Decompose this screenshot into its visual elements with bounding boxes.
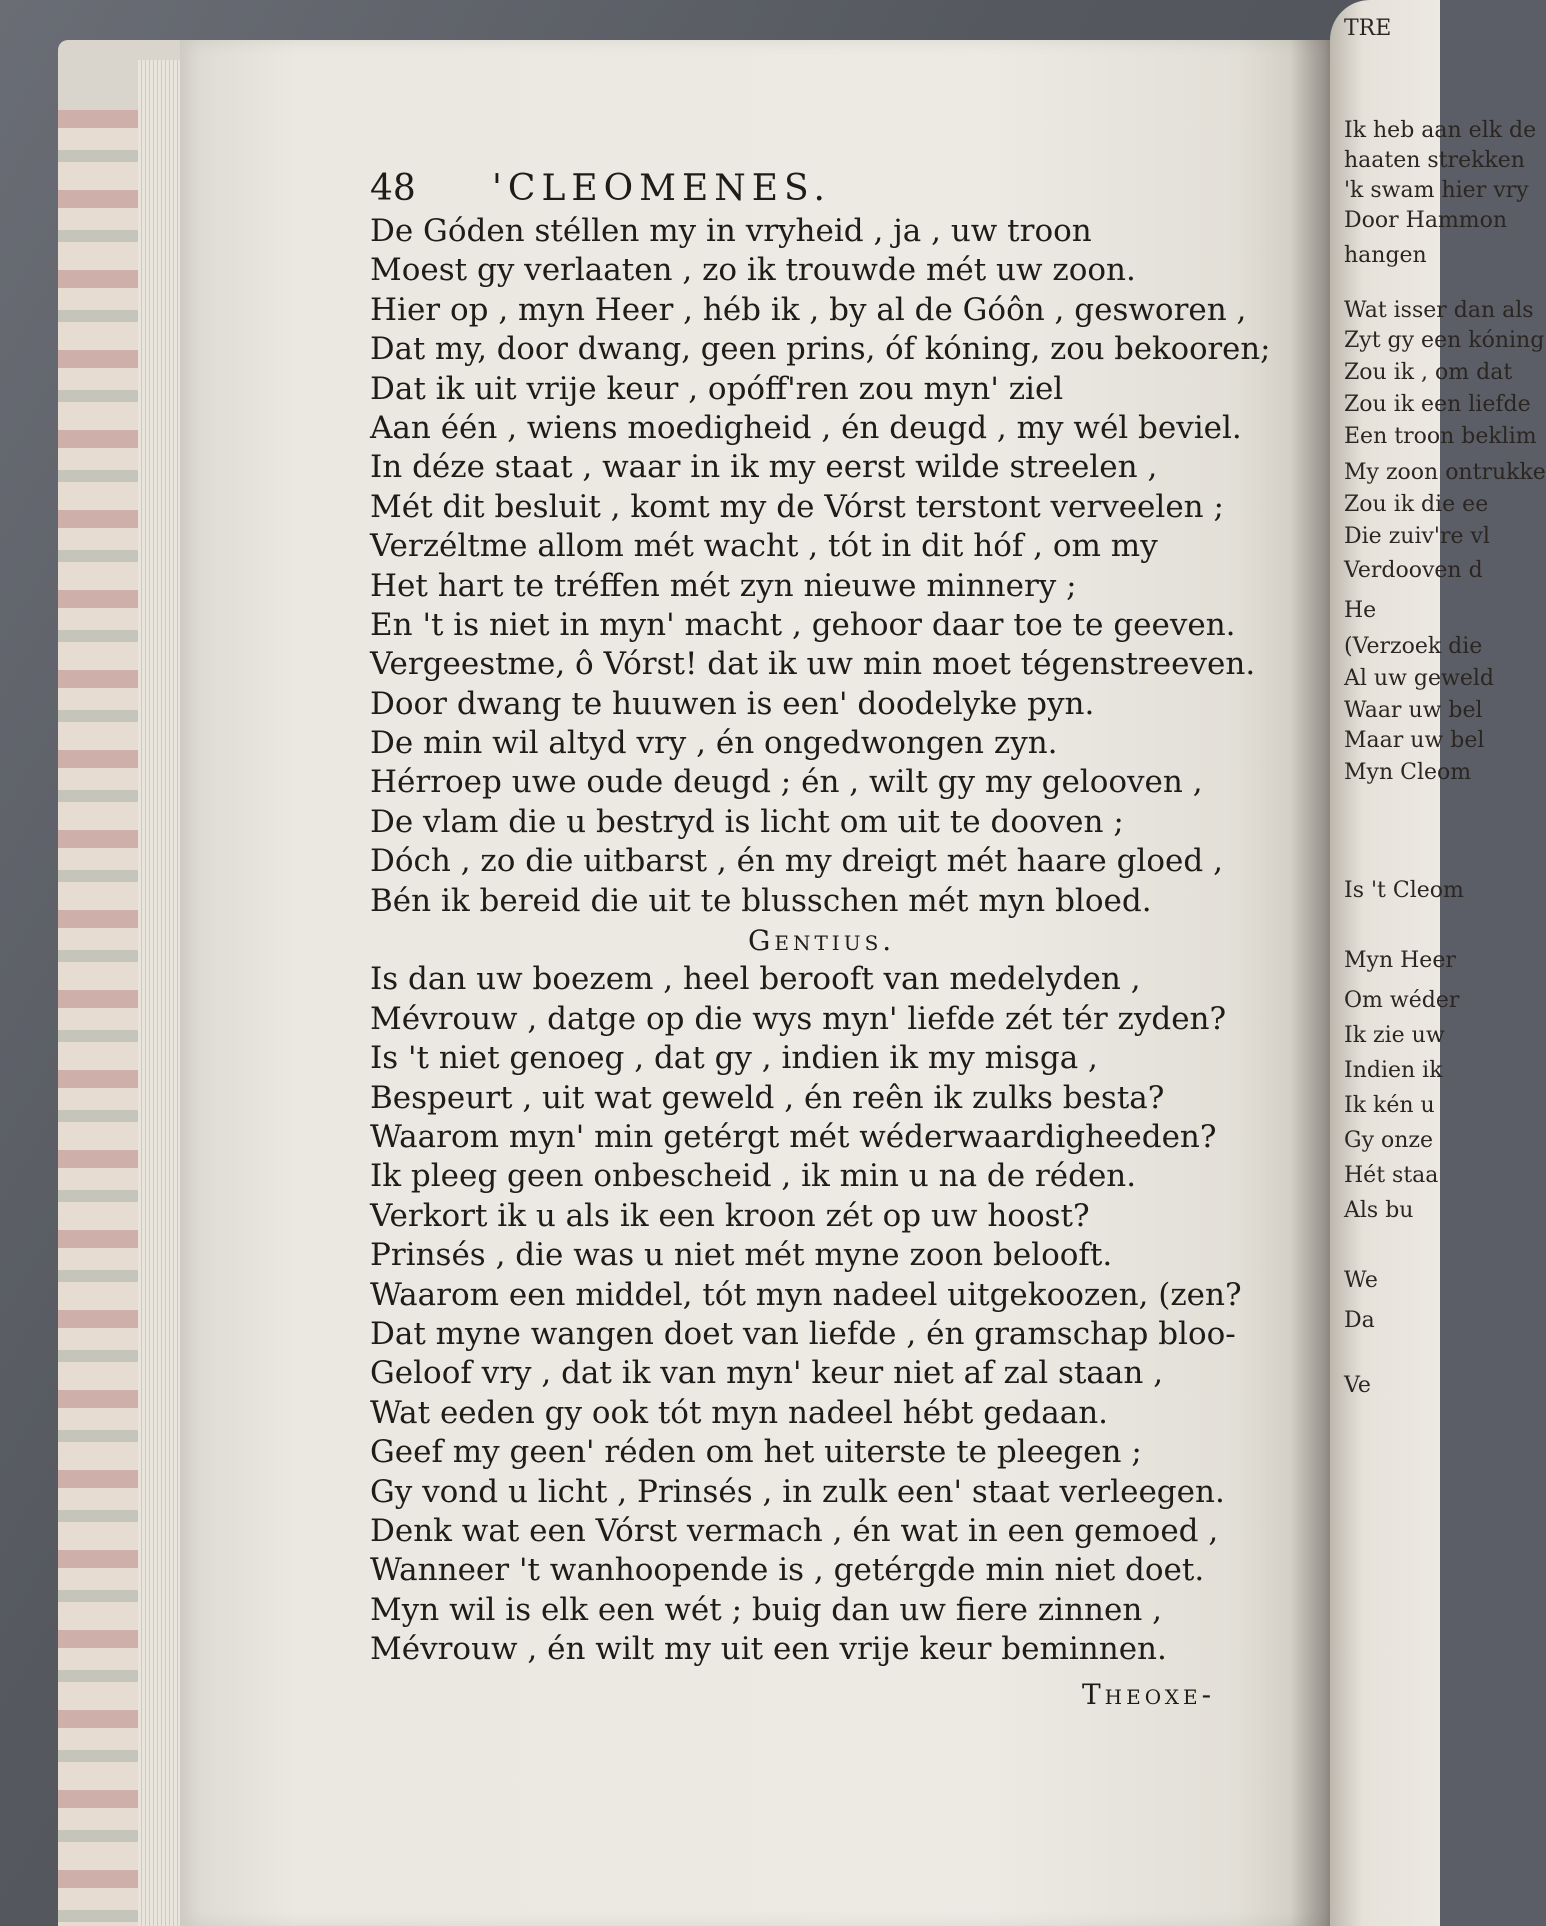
verse-block-1 xyxy=(370,212,1270,921)
speaker-heading: Gentius. xyxy=(748,924,896,958)
page-header xyxy=(370,168,1270,212)
verse-line: Bespeurt , uit wat geweld , én reên ik zulks besta? xyxy=(370,1079,1165,1116)
verse-line: Gy vond u licht , Prinsés , in zulk een' staat verleegen. xyxy=(370,1473,1225,1510)
facing-page-line: Waar uw bel xyxy=(1344,698,1483,723)
verse-line: Door dwang te huuwen is een' doodelyke pyn. xyxy=(370,685,1095,722)
facing-page-line: Maar uw bel xyxy=(1344,728,1485,753)
facing-page-line: Da xyxy=(1344,1308,1375,1333)
facing-page-line: Verdooven d xyxy=(1344,558,1483,583)
book-spine-edge xyxy=(58,110,140,1926)
facing-page-line: Wat isser dan als xyxy=(1344,298,1534,323)
verse-line: De Góden stéllen my in vryheid , ja , uw troon xyxy=(370,213,1092,249)
facing-page-line: He xyxy=(1344,598,1377,623)
verse-line: Wat eeden gy ook tót myn nadeel hébt gedaan. xyxy=(370,1394,1109,1431)
catchword: Theoxe- xyxy=(1082,1678,1216,1712)
verse-line: Mévrouw , én wilt my uit een vrije keur beminnen. xyxy=(370,1631,1167,1668)
page-text xyxy=(370,168,1270,1715)
verse-line: Geloof vry , dat ik van myn' keur niet af zal staan , xyxy=(370,1355,1164,1392)
verse-line: Mét dit besluit , komt my de Vórst terstont verveelen ; xyxy=(370,488,1224,525)
facing-page-line: TRE xyxy=(1344,16,1392,41)
verse-line: Is dan uw boezem , heel berooft van medelyden , xyxy=(370,961,1141,998)
verse-line: Ik pleeg geen onbescheid , ik min u na de réden. xyxy=(370,1158,1137,1195)
facing-page-line: 'k swam hier vry xyxy=(1344,178,1529,203)
facing-page-line: Zyt gy een kóning xyxy=(1344,328,1545,353)
verse-line: Het hart te tréffen mét zyn nieuwe minnery ; xyxy=(370,567,1077,604)
verse-block-2 xyxy=(370,960,1270,1669)
facing-page-line: My zoon ontrukke xyxy=(1344,460,1546,485)
verse-line: Dat ik uit vrije keur , opóff'ren zou myn' ziel xyxy=(370,370,1064,407)
facing-page-line: Ve xyxy=(1344,1373,1371,1398)
verse-line: Mévrouw , datge op die wys myn' liefde zét tér zyden? xyxy=(370,1000,1227,1037)
verse-line: Verzéltme allom mét wacht , tót in dit hóf , om my xyxy=(370,528,1158,565)
verse-line: Hier op , myn Heer , héb ik , by al de Góôn , gesworen , xyxy=(370,291,1247,328)
facing-page-line: Zou ik , om dat xyxy=(1344,360,1513,385)
verse-line: Denk wat een Vórst vermach , én wat in een gemoed , xyxy=(370,1512,1219,1549)
facing-page-line: Zou ik die ee xyxy=(1344,492,1489,517)
verse-line: Wanneer 't wanhoopende is , getérgde min niet doet. xyxy=(370,1552,1205,1589)
verse-line: Bén ik bereid die uit te blusschen mét myn bloed. xyxy=(370,882,1152,919)
verse-line: Waarom een middel, tót myn nadeel uitgekoozen, (zen? xyxy=(370,1276,1242,1313)
facing-page-line: Myn Heer xyxy=(1344,948,1456,973)
verse-line: Verkort ik u als ik een kroon zét op uw hoost? xyxy=(370,1197,1090,1234)
facing-page-line: Gy onze xyxy=(1344,1128,1434,1153)
verse-line: Moest gy verlaaten , zo ik trouwde mét uw zoon. xyxy=(370,252,1136,289)
verse-line: Hérroep uwe oude deugd ; én , wilt gy my gelooven , xyxy=(370,764,1203,801)
facing-page-line: Myn Cleom xyxy=(1344,760,1472,785)
facing-page-line: Die zuiv're vl xyxy=(1344,524,1490,549)
facing-page-line: Ik kén u xyxy=(1344,1093,1435,1118)
facing-page-line: Als bu xyxy=(1344,1198,1414,1223)
facing-page-line: Een troon beklim xyxy=(1344,424,1537,449)
verse-line: Geef my geen' réden om het uiterste te pleegen ; xyxy=(370,1434,1142,1471)
verse-line: De min wil altyd vry , én ongedwongen zyn. xyxy=(370,725,1058,762)
running-title: 'CLEOMENES. xyxy=(492,168,831,209)
facing-page-line: Om wéder xyxy=(1344,988,1460,1013)
facing-page-line: haaten strekken xyxy=(1344,148,1525,173)
verse-line: Vergeestme, ô Vórst! dat ik uw min moet tégenstreeven. xyxy=(370,646,1256,683)
verse-line: Prinsés , die was u niet mét myne zoon belooft. xyxy=(370,1237,1113,1274)
facing-page-line: Hét staa xyxy=(1344,1163,1439,1188)
verse-line: Waarom myn' min getérgt mét wéderwaardigheeden? xyxy=(370,1118,1217,1155)
facing-page-line: We xyxy=(1344,1268,1378,1293)
verse-line: En 't is niet in myn' macht , gehoor daar toe te geeven. xyxy=(370,606,1236,643)
verse-line: Dóch , zo die uitbarst , én my dreigt mét haare gloed , xyxy=(370,843,1223,880)
facing-page-line: Indien ik xyxy=(1344,1058,1443,1083)
verse-line: Aan één , wiens moedigheid , én deugd , my wél beviel. xyxy=(370,409,1242,446)
facing-page-line: Zou ik een liefde xyxy=(1344,392,1531,417)
verse-line: Dat myne wangen doet van liefde , én gramschap bloo- xyxy=(370,1315,1236,1352)
facing-page-line: Ik zie uw xyxy=(1344,1023,1445,1048)
verse-line: Is 't niet genoeg , dat gy , indien ik my misga , xyxy=(370,1040,1098,1077)
facing-page xyxy=(1330,0,1546,1926)
facing-page-line: Is 't Cleom xyxy=(1344,878,1464,903)
facing-page-line: (Verzoek die xyxy=(1344,634,1483,659)
facing-page-line: Ik heb aan elk de xyxy=(1344,118,1537,143)
facing-page-line: Door Hammon xyxy=(1344,208,1508,233)
verse-line: Dat my, door dwang, geen prins, óf kóning, zou bekooren; xyxy=(370,331,1271,368)
page-number: 48 xyxy=(370,168,416,209)
verse-line: In déze staat , waar in ik my eerst wilde streelen , xyxy=(370,449,1158,486)
facing-page-line: hangen xyxy=(1344,243,1427,268)
verse-line: De vlam die u bestryd is licht om uit te dooven ; xyxy=(370,803,1124,840)
facing-page-line: Al uw geweld xyxy=(1344,666,1494,691)
verse-line: Myn wil is elk een wét ; buig dan uw fiere zinnen , xyxy=(370,1591,1163,1628)
